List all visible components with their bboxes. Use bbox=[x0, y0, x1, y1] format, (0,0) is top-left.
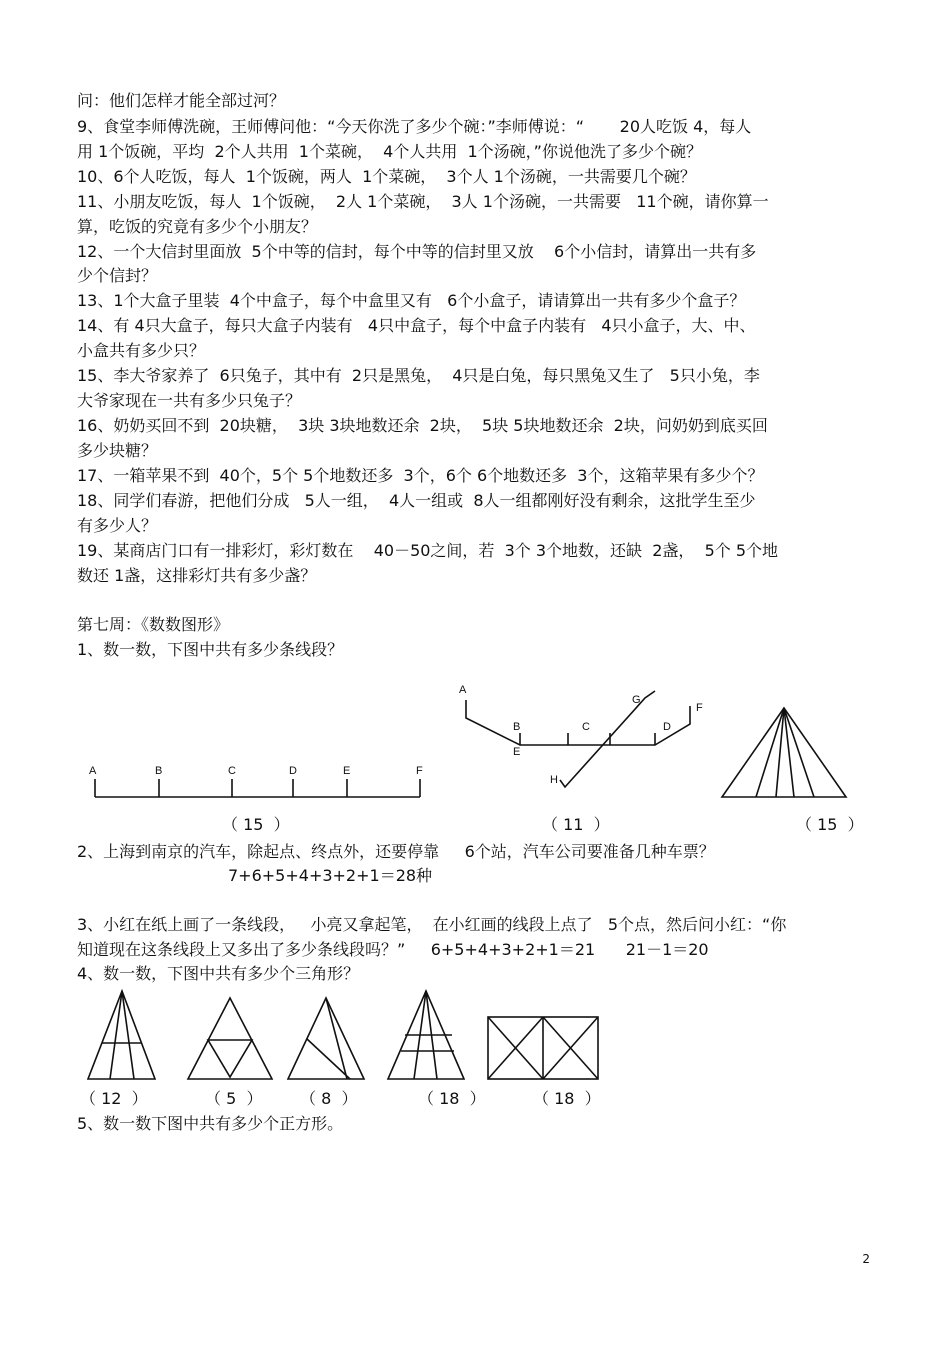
segment-answer-2: （ 11 ） bbox=[542, 815, 610, 834]
problem-12-line-1: 12、一个大信封里面放 5个中等的信封，每个中等的信封里又放 6个小信封，请算出一共有多 bbox=[77, 242, 757, 261]
figure-question-3-line-2: 知道现在这条线段上又多出了多少条线段吗？” 6+5+4+3+2+1＝21 21－1＝20 bbox=[77, 940, 709, 959]
segment-answer-3: （ 15 ） bbox=[796, 815, 864, 834]
segment-figure-1 bbox=[89, 765, 423, 797]
segment-answer-1: （ 15 ） bbox=[222, 815, 290, 834]
problem-15-line-2: 大爷家现在一共有多少只兔子？ bbox=[77, 391, 302, 410]
label-c: C bbox=[582, 721, 590, 733]
figure-answer-2: 7+6+5+4+3+2+1＝28种 bbox=[228, 866, 433, 885]
problem-10: 10、6个人吃饭，每人 1个饭碗，两人 1个菜碗， 3个人 1个汤碗，一共需要几个碗？ bbox=[77, 167, 696, 186]
label-b: B bbox=[155, 765, 163, 777]
segment-figure-3 bbox=[722, 708, 846, 797]
triangle-answer-4: （ 18 ） bbox=[418, 1089, 486, 1108]
label-d: D bbox=[663, 721, 671, 733]
problem-12-line-2: 少个信封？ bbox=[77, 266, 158, 285]
figure-question-3-line-1: 3、小红在纸上画了一条线段， 小亮又拿起笔， 在小红画的线段上点了 5个点，然后问小红：“你 bbox=[77, 915, 787, 934]
problem-9-line-1: 9、食堂李师傅洗碗，王师傅问他：“今天你洗了多少个碗：”李师傅说：“ 20人吃饭 4，每人 bbox=[77, 117, 752, 136]
week-7-heading: 第七周：《数数图形》 bbox=[77, 615, 230, 634]
problem-18-line-2: 有多少人？ bbox=[77, 516, 158, 535]
label-d: D bbox=[289, 765, 297, 777]
problem-15-line-1: 15、李大爷家养了 6只兔子，其中有 2只是黑兔， 4只是白兔，每只黑兔又生了 5只小兔，李 bbox=[77, 366, 760, 385]
problem-16-line-1: 16、奶奶买回不到 20块糖， 3块 3块地数还余 2块， 5块 5块地数还余 2块，问奶奶到底买回 bbox=[77, 416, 768, 435]
problem-14-line-1: 14、有 4只大盒子，每只大盒子内装有 4只中盒子，每个中盒子内装有 4只小盒子，大、中、 bbox=[77, 316, 756, 335]
label-f: F bbox=[416, 765, 423, 777]
label-c: C bbox=[228, 765, 236, 777]
label-g: G bbox=[632, 694, 641, 706]
label-a: A bbox=[89, 765, 97, 777]
label-e: E bbox=[513, 746, 521, 758]
label-b: B bbox=[513, 721, 521, 733]
label-e: E bbox=[343, 765, 351, 777]
rectangle-figure bbox=[488, 1017, 598, 1079]
problem-16-line-2: 多少块糖？ bbox=[77, 441, 158, 460]
segment-figure-2 bbox=[459, 684, 703, 787]
triangle-figure-3 bbox=[288, 998, 364, 1079]
label-a: A bbox=[459, 684, 467, 696]
label-h: H bbox=[550, 774, 558, 786]
figure-question-1: 1、数一数，下图中共有多少条线段？ bbox=[77, 640, 344, 659]
problem-14-line-2: 小盒共有多少只？ bbox=[77, 341, 206, 360]
triangle-answer-2: （ 5 ） bbox=[205, 1089, 263, 1108]
problem-19-line-2: 数还 1盏，这排彩灯共有多少盏？ bbox=[77, 566, 317, 585]
triangle-answer-3: （ 8 ） bbox=[300, 1089, 358, 1108]
figure-question-2: 2、上海到南京的汽车，除起点、终点外，还要停靠 6个站，汽车公司要准备几种车票？ bbox=[77, 842, 715, 861]
triangle-answer-5: （ 18 ） bbox=[533, 1089, 601, 1108]
triangle-answer-1: （ 12 ） bbox=[80, 1089, 148, 1108]
label-f: F bbox=[696, 702, 703, 714]
text-line-wen: 问：他们怎样才能全部过河？ bbox=[77, 91, 286, 110]
triangle-figure-4 bbox=[388, 991, 464, 1079]
problem-11-line-2: 算，吃饭的究竟有多少个小朋友？ bbox=[77, 217, 318, 236]
page-number: 2 bbox=[862, 1252, 870, 1266]
figure-question-4: 4、数一数，下图中共有多少个三角形？ bbox=[77, 964, 360, 983]
problem-13: 13、1个大盒子里装 4个中盒子，每个中盒里又有 6个小盒子，请请算出一共有多少个盒子？ bbox=[77, 291, 746, 310]
problem-18-line-1: 18、同学们春游，把他们分成 5人一组， 4人一组或 8人一组都刚好没有剩余，这批学生至少 bbox=[77, 491, 756, 510]
problem-17: 17、一箱苹果不到 40个，5个 5个地数还多 3个，6个 6个地数还多 3个，这箱苹果有多少个？ bbox=[77, 466, 764, 485]
figure-question-5: 5、数一数下图中共有多少个正方形。 bbox=[77, 1114, 344, 1133]
problem-9-line-2: 用 1个饭碗，平均 2个人共用 1个菜碗， 4个人共用 1个汤碗，”你说他洗了多少个碗？ bbox=[77, 142, 702, 161]
problem-11-line-1: 11、小朋友吃饭，每人 1个饭碗， 2人 1个菜碗， 3人 1个汤碗，一共需要 11个碗，请你算一 bbox=[77, 192, 769, 211]
problem-19-line-1: 19、某商店门口有一排彩灯，彩灯数在 40－50之间，若 3个 3个地数，还缺 2盏， 5个 5个地 bbox=[77, 541, 779, 560]
triangle-figure-1 bbox=[88, 991, 155, 1079]
triangle-figure-2 bbox=[188, 998, 272, 1079]
